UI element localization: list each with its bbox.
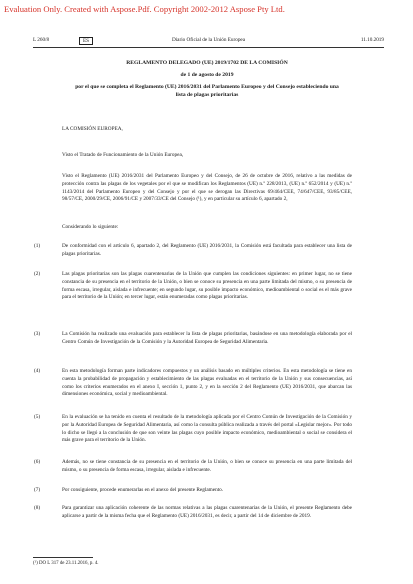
recital-number: (8) <box>34 505 41 511</box>
recital-item <box>34 414 352 445</box>
recital-number: (4) <box>34 368 41 374</box>
recital-text: Además, no se tiene constancia de su presencia en el territorio de la Unión, o bien se conoce su presencia en una parte limitada del mismo, o su presencia de forma escasa, irregular, aislada e infrecuente. <box>62 459 352 473</box>
recital-number: (6) <box>34 459 41 465</box>
recital-item <box>34 459 352 475</box>
header-divider <box>33 47 384 48</box>
recital-item <box>34 487 352 495</box>
recital-item <box>34 271 352 302</box>
regulation-title: REGLAMENTO DELEGADO (UE) 2019/1702 DE LA COMISIÓN <box>126 60 288 66</box>
recital-text: En esta metodología forman parte indicadores compuestos y un análisis basado en múltiples criterios. En esta metodología se tiene en cuenta la probabilidad de propagación y establecimiento de las plagas evaluadas en el territorio de la Unión y sus consecuencias, así como los criterios enumerados en el anexo I, sección 1, punto 2, y en la sección 2 del Reglamento (UE) 2016/2031, que abarcan las dimensiones económica, social y medioambiental. <box>62 368 352 398</box>
recital-text: Para garantizar una aplicación coherente de las normas relativas a las plagas cuarentenarias de la Unión, el presente Reglamento debe aplicarse a partir de la misma fecha que el Reglamento (UE) 2016/2031, es decir, a partir del 14 de diciembre de 2019. <box>62 505 352 519</box>
recital-item <box>34 505 352 521</box>
journal-title: Diario Oficial de la Unión Europea <box>171 37 246 43</box>
visto-regulation: Visto el Reglamento (UE) 2016/2031 del Parlamento Europeo y del Consejo, de 26 de octubre de 2016, relativo a las medidas de protección contra las plagas de los vegetales por el que se modifican los Reglamentos (UE) n.º 228/2013, (UE) n.º 652/2014 y (UE) n.º 1143/2014 del Parlamento Europeo y del Consejo y por el que se derogan las Directivas 69/464/CEE, 74/647/CEE, 93/85/CEE, 98/57/CE, 2000/29/CE, 2006/91/CE y 2007/33/CE del Consejo (¹), y en particular su artículo 6, apartado 2, <box>62 173 352 203</box>
page-header <box>33 36 384 45</box>
recital-item <box>34 243 352 259</box>
recital-item <box>34 368 352 399</box>
recital-number: (7) <box>34 487 41 493</box>
footnote-divider <box>33 557 93 558</box>
recital-text: Las plagas prioritarias son las plagas cuarentenarias de la Unión que cumplen las condiciones siguientes: en primer lugar, no se tiene constancia de su presencia en el territorio de la Unión, o bien se conoce su presencia en una parte limitada del mismo, o su presencia de forma escasa, irregular, aislada e infrecuente; en segundo lugar, su posible impacto económico, medioambiental o social es el más grave para el territorio de la Unión; en tercer lugar, están enumeradas como plagas prioritarias. <box>62 271 352 301</box>
regulation-subtitle: por el que se completa el Reglamento (UE) 2016/2031 del Parlamento Europeo y del Consejo estableciendo una lista de plagas prioritarias <box>75 83 339 99</box>
recital-number: (5) <box>34 414 41 420</box>
recital-number: (2) <box>34 271 41 277</box>
footnote: (¹) DO L 317 de 23.11.2016, p. 4. <box>33 561 99 566</box>
considerando-line: Considerando lo siguiente: <box>62 224 119 230</box>
recital-text: De conformidad con el artículo 6, apartado 2, del Reglamento (UE) 2016/2031, la Comisión está facultada para establecer una lista de plagas prioritarias. <box>62 243 352 257</box>
commission-line: LA COMISIÓN EUROPEA, <box>62 126 123 132</box>
document-title <box>62 59 352 100</box>
recital-number: (3) <box>34 331 41 337</box>
regulation-date: de 1 de agosto de 2019 <box>180 71 234 78</box>
recital-number: (1) <box>34 243 41 249</box>
document-body <box>34 126 352 519</box>
language-badge: ES <box>79 37 93 45</box>
watermark-text: Evaluation Only. Created with Aspose.Pdf. Copyright 2002-2012 Aspose Pty Ltd. <box>4 4 285 14</box>
recital-item <box>34 331 352 347</box>
recital-text: En la evaluación se ha tenido en cuenta el resultado de la metodología aplicada por el Centro Común de Investigación de la Comisión y por la Autoridad Europea de Seguridad Alimentaria, así como la consulta pública realizada a través del portal «Legislar mejor». Por todo lo dicho se llegó a la conclusión de que son veinte las plagas cuyo posible impacto económico, medioambiental o social se considera el más grave para el territorio de la Unión. <box>62 414 352 444</box>
recital-text: Por consiguiente, procede enumerarlas en el anexo del presente Reglamento. <box>62 487 224 493</box>
recital-text: La Comisión ha realizado una evaluación para establecer la lista de plagas prioritarias, basándose en una metodología elaborada por el Centro Común de Investigación de la Comisión y la Autoridad Europea de Seguridad Alimentaria. <box>62 331 352 345</box>
visto-treaty: Visto el Tratado de Funcionamiento de la Unión Europea, <box>62 152 184 158</box>
publication-date: 11.10.2019 <box>360 37 384 43</box>
page-reference: L 260/8 <box>33 37 50 43</box>
